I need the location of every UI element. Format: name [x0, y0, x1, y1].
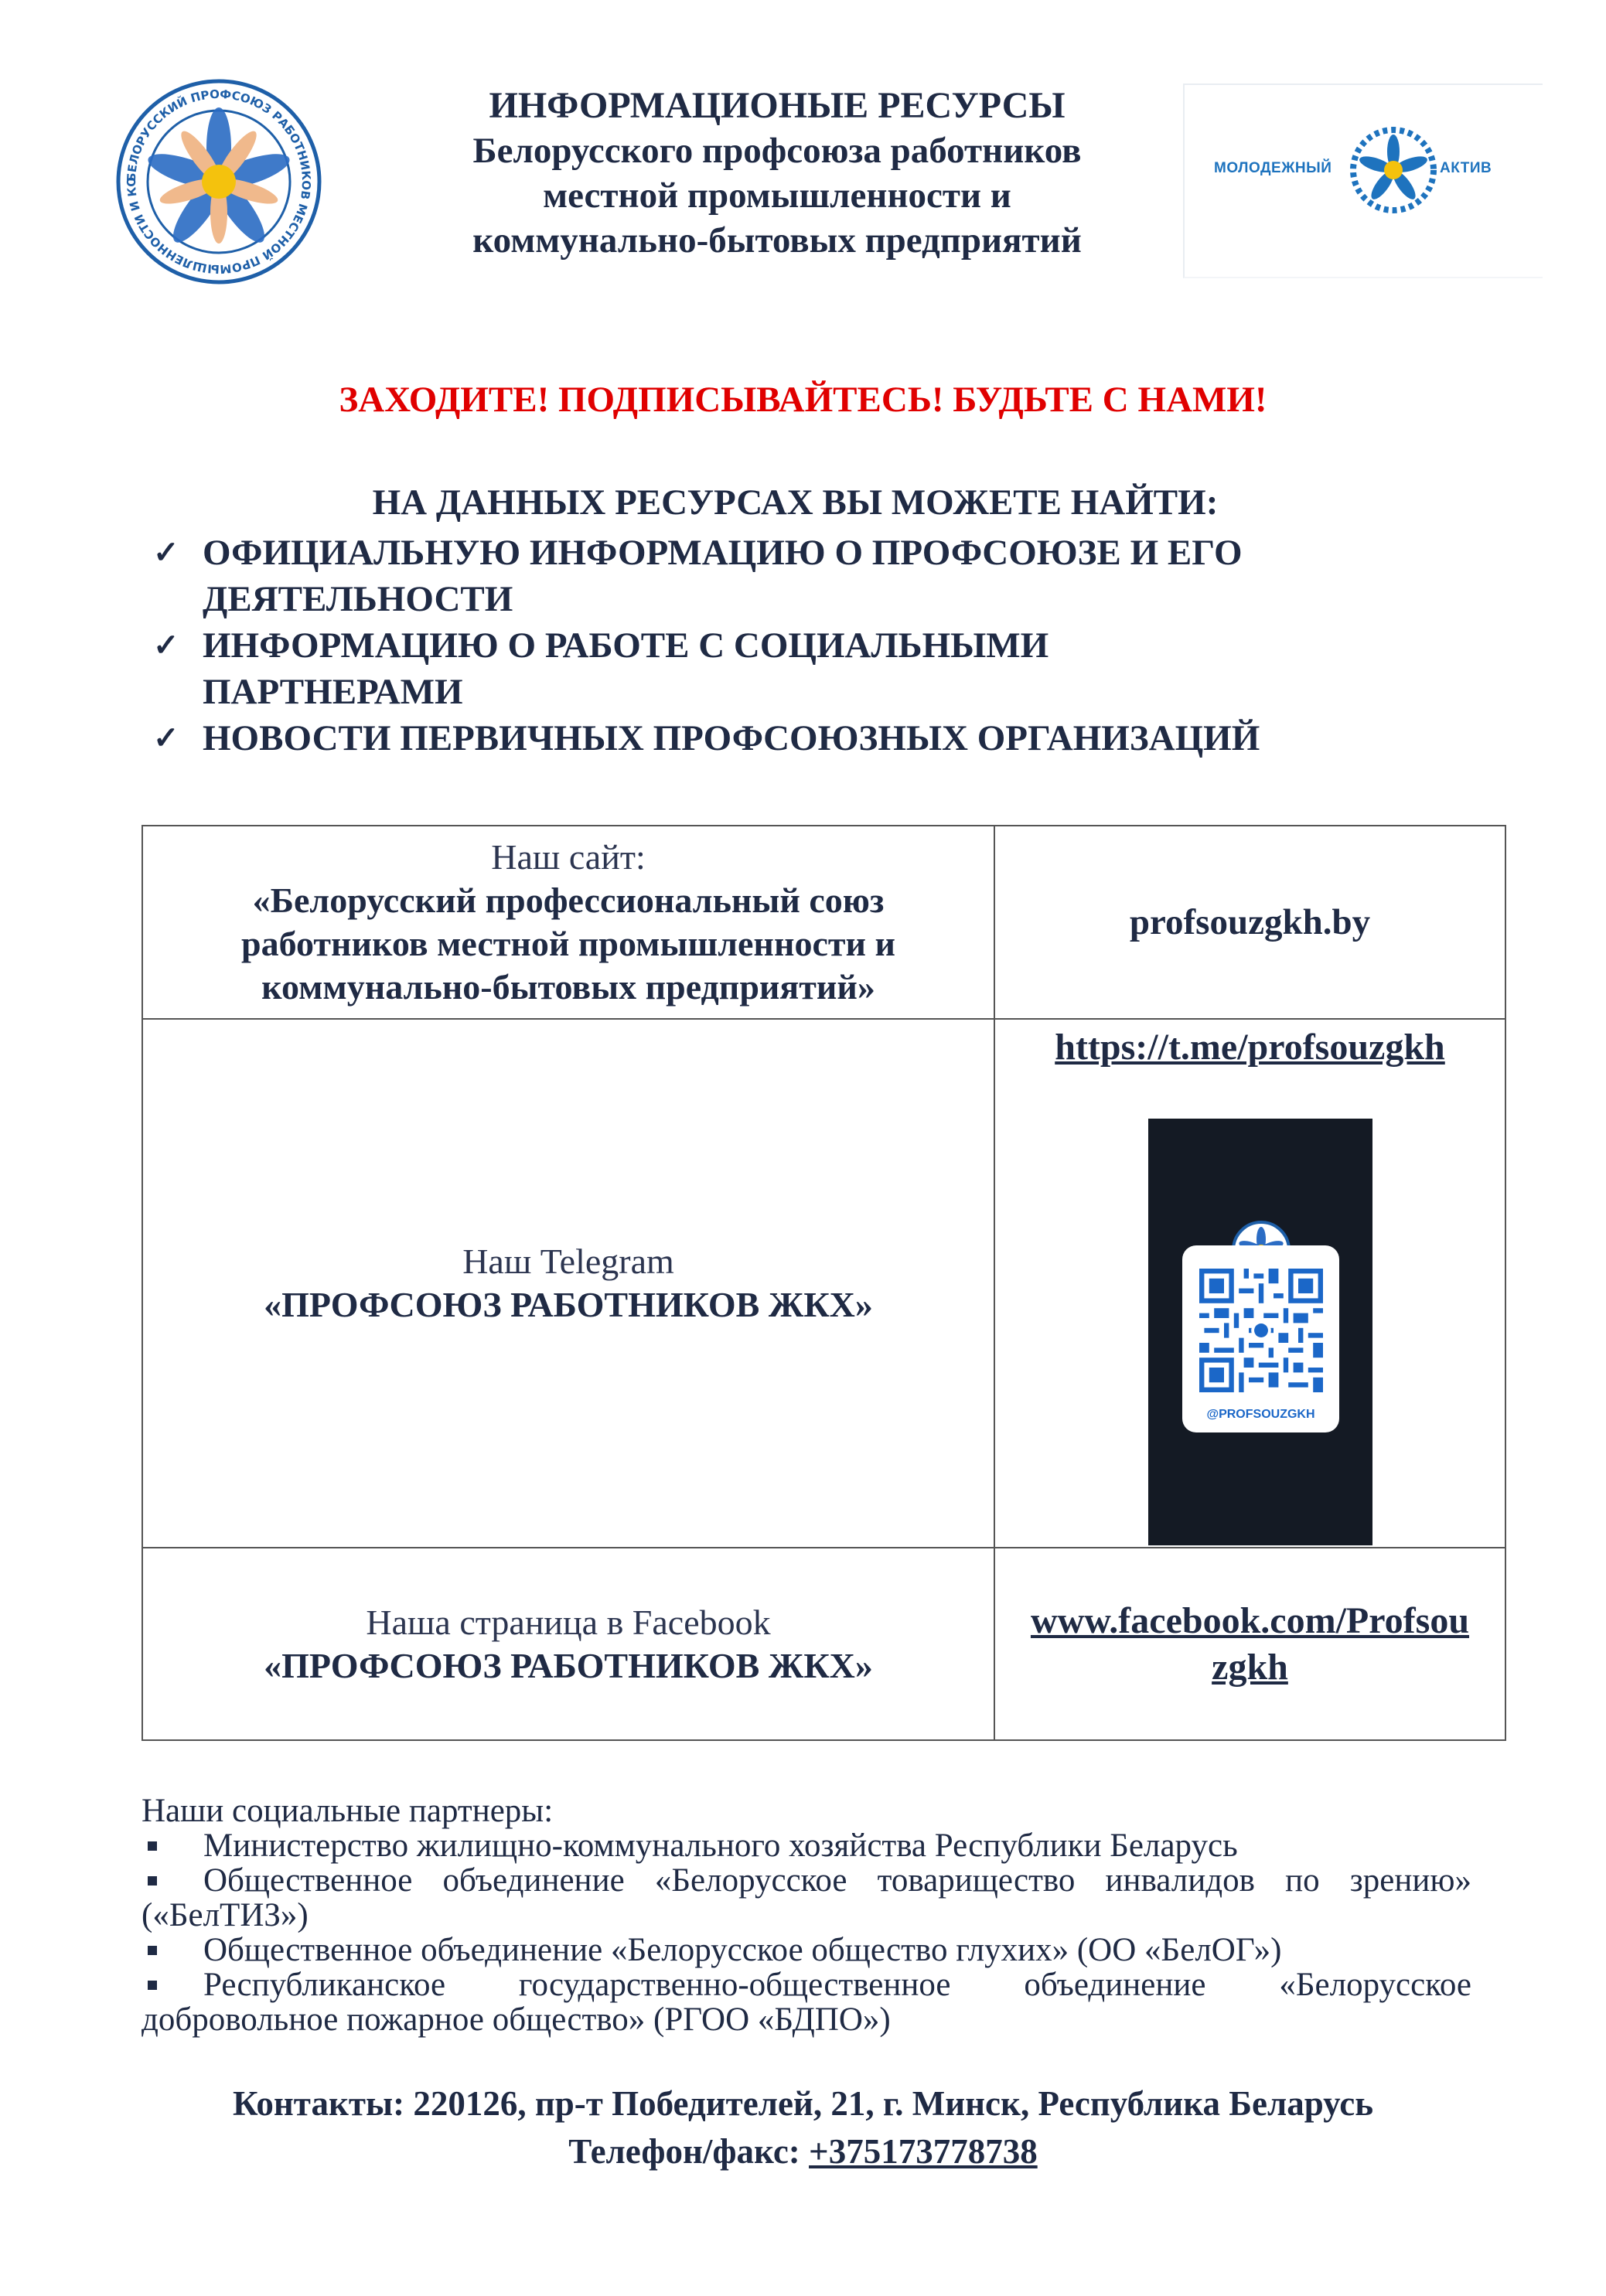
checkmark-icon: ✓	[153, 720, 179, 755]
youth-active-logo	[1183, 83, 1543, 278]
emblem-ring-text: БЕЛОРУССКИЙ ПРОФСОЮЗ РАБОТНИКОВ МЕСТНОЙ ПРОМЫШЛЕННОСТИ И КО	[124, 87, 314, 277]
table-row-site	[142, 826, 1505, 1019]
facebook-link-line-1[interactable]: www.facebook.com/Profsou	[1030, 1599, 1470, 1641]
phone-link[interactable]: +375173778738	[809, 2132, 1038, 2171]
partner-text: Общественное объединение «Белорусское общество глухих» (ОО «БелОГ»)	[203, 1932, 1282, 1968]
telegram-label: Наш Telegram	[462, 1242, 674, 1281]
partner-text: Общественное объединение «Белорусское товарищество инвалидов по зрению» («БелТИЗ»)	[142, 1862, 1471, 1933]
resources-table	[142, 825, 1506, 1741]
table-row-telegram	[142, 1019, 1505, 1548]
features-checklist	[153, 530, 1468, 761]
checkmark-icon: ✓	[153, 535, 179, 570]
checklist-item-line: ПАРТНЕРАМИ	[203, 672, 463, 712]
site-name-line: коммунально-бытовых предприятий»	[261, 967, 875, 1007]
partner-item	[142, 1967, 1471, 2037]
page-title	[340, 83, 1214, 263]
bullet-icon	[148, 1876, 157, 1886]
checkmark-icon: ✓	[153, 628, 179, 663]
contacts	[0, 2080, 1606, 2175]
title-line-3: местной промышленности и	[543, 175, 1011, 216]
title-line-2: Белорусского профсоюза работников	[472, 131, 1082, 171]
facebook-link-line-2[interactable]: zgkh	[1212, 1646, 1288, 1688]
telegram-description-cell	[142, 1019, 994, 1548]
title-line-1: ИНФОРМАЦИОНЫЕ РЕСУРСЫ	[489, 85, 1066, 126]
checklist-item-line: ОФИЦИАЛЬНУЮ ИНФОРМАЦИЮ О ПРОФСОЮЗЕ И ЕГО	[203, 533, 1243, 573]
checklist-item-line: НОВОСТИ ПЕРВИЧНЫХ ПРОФСОЮЗНЫХ ОРГАНИЗАЦИЙ	[203, 718, 1260, 758]
union-emblem-logo	[114, 77, 323, 286]
checklist-item	[153, 530, 1468, 622]
checklist-item	[153, 715, 1468, 761]
checklist-item	[153, 622, 1468, 715]
bullet-icon	[148, 1841, 157, 1851]
site-name-line: «Белорусский профессиональный союз	[252, 881, 885, 920]
partner-item	[142, 1933, 1471, 1967]
telegram-link-cell	[994, 1019, 1505, 1548]
contacts-address: Контакты: 220126, пр-т Победителей, 21, г. Минск, Республика Беларусь	[232, 2084, 1374, 2123]
qr-code-icon[interactable]	[1199, 1269, 1323, 1392]
slogan: ЗАХОДИТЕ! ПОДПИСЫВАЙТЕСЬ! БУДЬТЕ С НАМИ!	[339, 380, 1267, 420]
bullet-icon	[148, 1981, 157, 1990]
facebook-label: Наша страница в Facebook	[366, 1602, 771, 1642]
facebook-name: «ПРОФСОЮЗ РАБОТНИКОВ ЖКХ»	[264, 1645, 873, 1685]
youth-logo-left-text: МОЛОДЕЖНЫЙ	[1214, 160, 1332, 176]
site-link-cell	[994, 826, 1505, 1019]
site-description-cell	[142, 826, 994, 1019]
partner-item	[142, 1863, 1471, 1933]
title-line-4: коммунально-бытовых предприятий	[472, 220, 1082, 261]
table-row-facebook	[142, 1548, 1505, 1740]
partner-item	[142, 1828, 1471, 1863]
site-label: Наш сайт:	[491, 837, 646, 877]
qr-card	[1182, 1245, 1339, 1432]
facebook-link-cell	[994, 1548, 1505, 1740]
telegram-qr-photo	[1148, 1119, 1372, 1545]
checklist-item-line: ДЕЯТЕЛЬНОСТИ	[203, 579, 513, 619]
telegram-name: «ПРОФСОЮЗ РАБОТНИКОВ ЖКХ»	[264, 1285, 873, 1324]
checklist-item-line: ИНФОРМАЦИЮ О РАБОТЕ С СОЦИАЛЬНЫМИ	[203, 625, 1049, 666]
contacts-phone-line	[0, 2127, 1606, 2175]
partner-text: Министерство жилищно-коммунального хозяйства Республики Беларусь	[203, 1828, 1238, 1864]
facebook-description-cell	[142, 1548, 994, 1740]
youth-logo-right-text: АКТИВ	[1440, 160, 1492, 176]
site-name-line: работников местной промышленности и	[241, 924, 895, 963]
bullet-icon	[148, 1946, 157, 1955]
partner-text: Республиканское государственно-общественное объединение «Белорусское добровольное пожарное общество» (РГОО «БДПО»)	[142, 1967, 1471, 2038]
telegram-link[interactable]: https://t.me/profsouzgkh	[1055, 1027, 1445, 1068]
youth-emblem-icon	[1347, 108, 1440, 232]
phone-label: Телефон/факс:	[568, 2132, 810, 2171]
qr-caption: @PROFSOUZGKH	[1206, 1408, 1315, 1421]
partners-section	[142, 1794, 1471, 2037]
site-link[interactable]: profsouzgkh.by	[1129, 902, 1371, 942]
intro-heading: НА ДАННЫХ РЕСУРСАХ ВЫ МОЖЕТЕ НАЙТИ:	[372, 482, 1219, 523]
partners-title: Наши социальные партнеры:	[142, 1793, 554, 1829]
